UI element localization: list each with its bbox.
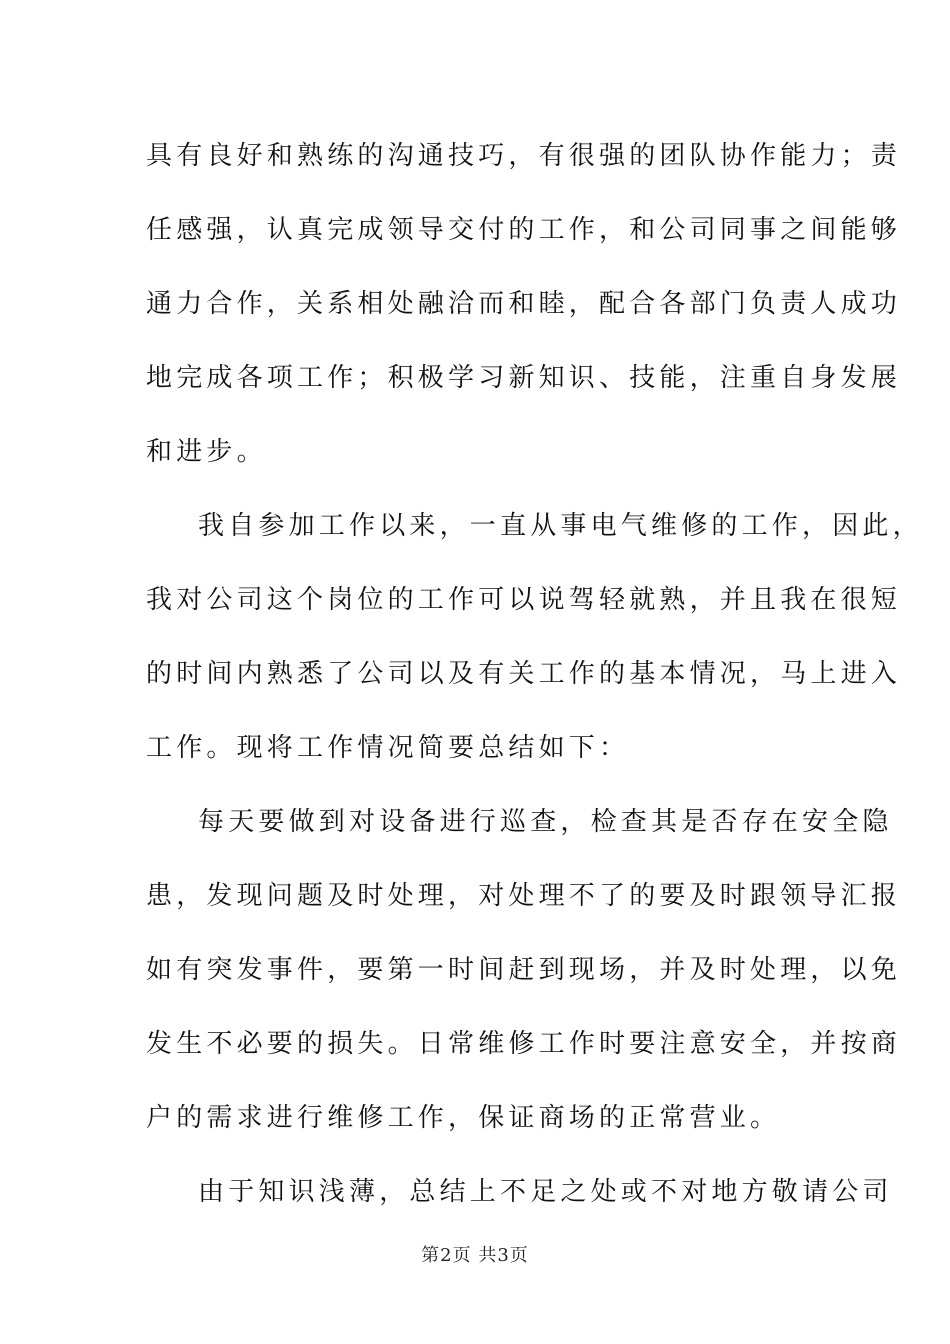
body-text: [146, 128, 923, 1238]
page-number-footer: 第2页 共3页: [421, 1245, 529, 1266]
text-line: 和进步。: [146, 437, 267, 467]
text-line: 工作。现将工作情况简要总结如下：: [146, 733, 630, 763]
text-line: 患，发现问题及时处理，对处理不了的要及时跟领导汇报: [146, 881, 902, 911]
text-line: 我对公司这个岗位的工作可以说驾轻就熟，并且我在很短: [146, 585, 902, 615]
paragraph-first-line: 每天要做到对设备进行巡查，检查其是否存在安全隐: [198, 807, 893, 837]
text-line: 通力合作，关系相处融洽而和睦，配合各部门负责人成功: [146, 289, 902, 319]
text-line: 户的需求进行维修工作，保证商场的正常营业。: [146, 1103, 781, 1133]
paragraph-first-line: 我自参加工作以来，一直从事电气维修的工作，因此，: [198, 511, 923, 541]
paragraph-first-line: 由于知识浅薄，总结上不足之处或不对地方敬请公司: [198, 1177, 893, 1207]
text-line: 地完成各项工作；积极学习新知识、技能，注重自身发展: [146, 363, 902, 393]
text-line: 的时间内熟悉了公司以及有关工作的基本情况，马上进入: [146, 659, 902, 689]
text-line: 发生不必要的损失。日常维修工作时要注意安全，并按商: [146, 1029, 902, 1059]
text-line: 具有良好和熟练的沟通技巧，有很强的团队协作能力；责: [146, 141, 902, 171]
text-line: 任感强，认真完成领导交付的工作，和公司同事之间能够: [146, 215, 902, 245]
text-line: 如有突发事件，要第一时间赶到现场，并及时处理，以免: [146, 955, 902, 985]
